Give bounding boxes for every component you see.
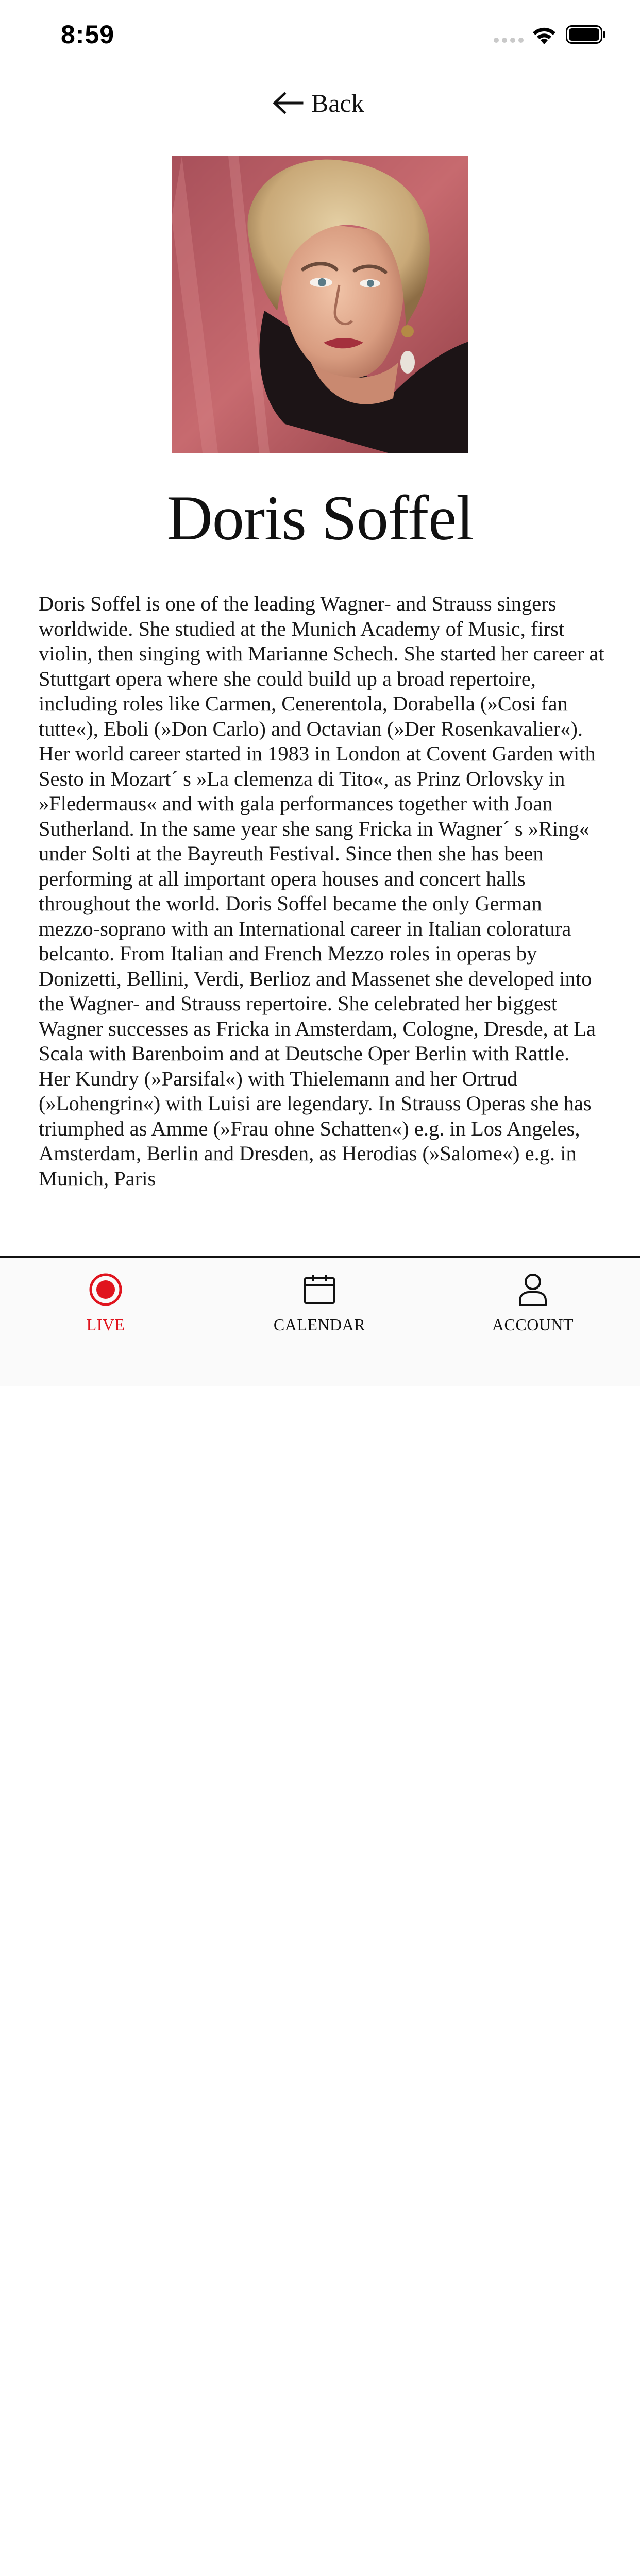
battery-icon [566, 25, 606, 44]
tab-account-label: ACCOUNT [492, 1315, 574, 1334]
tab-live[interactable] [28, 1258, 183, 1335]
artist-portrait [172, 156, 468, 453]
tab-bar [0, 1256, 640, 1386]
calendar-icon [304, 1274, 335, 1305]
tab-calendar[interactable] [242, 1258, 397, 1335]
back-button[interactable] [272, 87, 364, 120]
tab-live-label: LIVE [86, 1315, 125, 1334]
back-label: Back [311, 89, 364, 117]
account-icon [518, 1273, 547, 1307]
live-record-icon [89, 1273, 123, 1307]
tab-calendar-label: CALENDAR [273, 1315, 366, 1334]
status-bar [0, 0, 640, 72]
tab-account[interactable] [456, 1258, 610, 1335]
artist-name: Doris Soffel [166, 483, 474, 553]
status-time: 8:59 [61, 20, 115, 49]
wifi-icon [531, 25, 558, 45]
arrow-left-icon [272, 92, 304, 114]
artist-bio: Doris Soffel is one of the leading Wagner- and Strauss singers worldwide. She studied at the Munich Academy of Music, first violin, then singing with Marianne Schech. She started her career at Stuttgart opera where she could build up a broad repertoire, including roles like Carmen, Cenerentola, Dorabella (»Cosi fan tutte«), Eboli (»Don Carlo) and Octavian (»Der Rosenkavalier«). Her world career started in 1983 in London at Covent Garden with Sesto in Mozart´ s »La clemenza di Tito«, as Prinz Orlovsky in »Fledermaus« and with gala performances together with Joan Sutherland. In the same year she sang Fricka in Wagner´ s »Ring« under Solti at the Bayreuth Festival. Since then she has been performing at all important opera houses and concert halls throughout the world. Doris Soffel became the only German mezzo-soprano with an International career in Italian coloratura belcanto. From Italian and French Mezzo roles in operas by Donizetti, Bellini, Verdi, Berlioz and Massenet she developed into the Wagner- and Strauss repertoire. She celebrated her biggest Wagner successes as Fricka in Amsterdam, Cologne, Dresde, at La Scala with Barenboim and at Deutsche Oper Berlin with Rattle. Her Kundry (»Parsifal«) with Thielemann and her Ortrud (»Lohengrin«) with Luisi are legendary. In Strauss Operas she has triumphed as Amme (»Frau ohne Schatten«) e.g. in Los Angeles, Amsterdam, Berlin and Dresden, as Herodias (»Salome«) e.g. in Munich, Paris [39, 592, 604, 1190]
cellular-signal-icon [494, 38, 524, 43]
